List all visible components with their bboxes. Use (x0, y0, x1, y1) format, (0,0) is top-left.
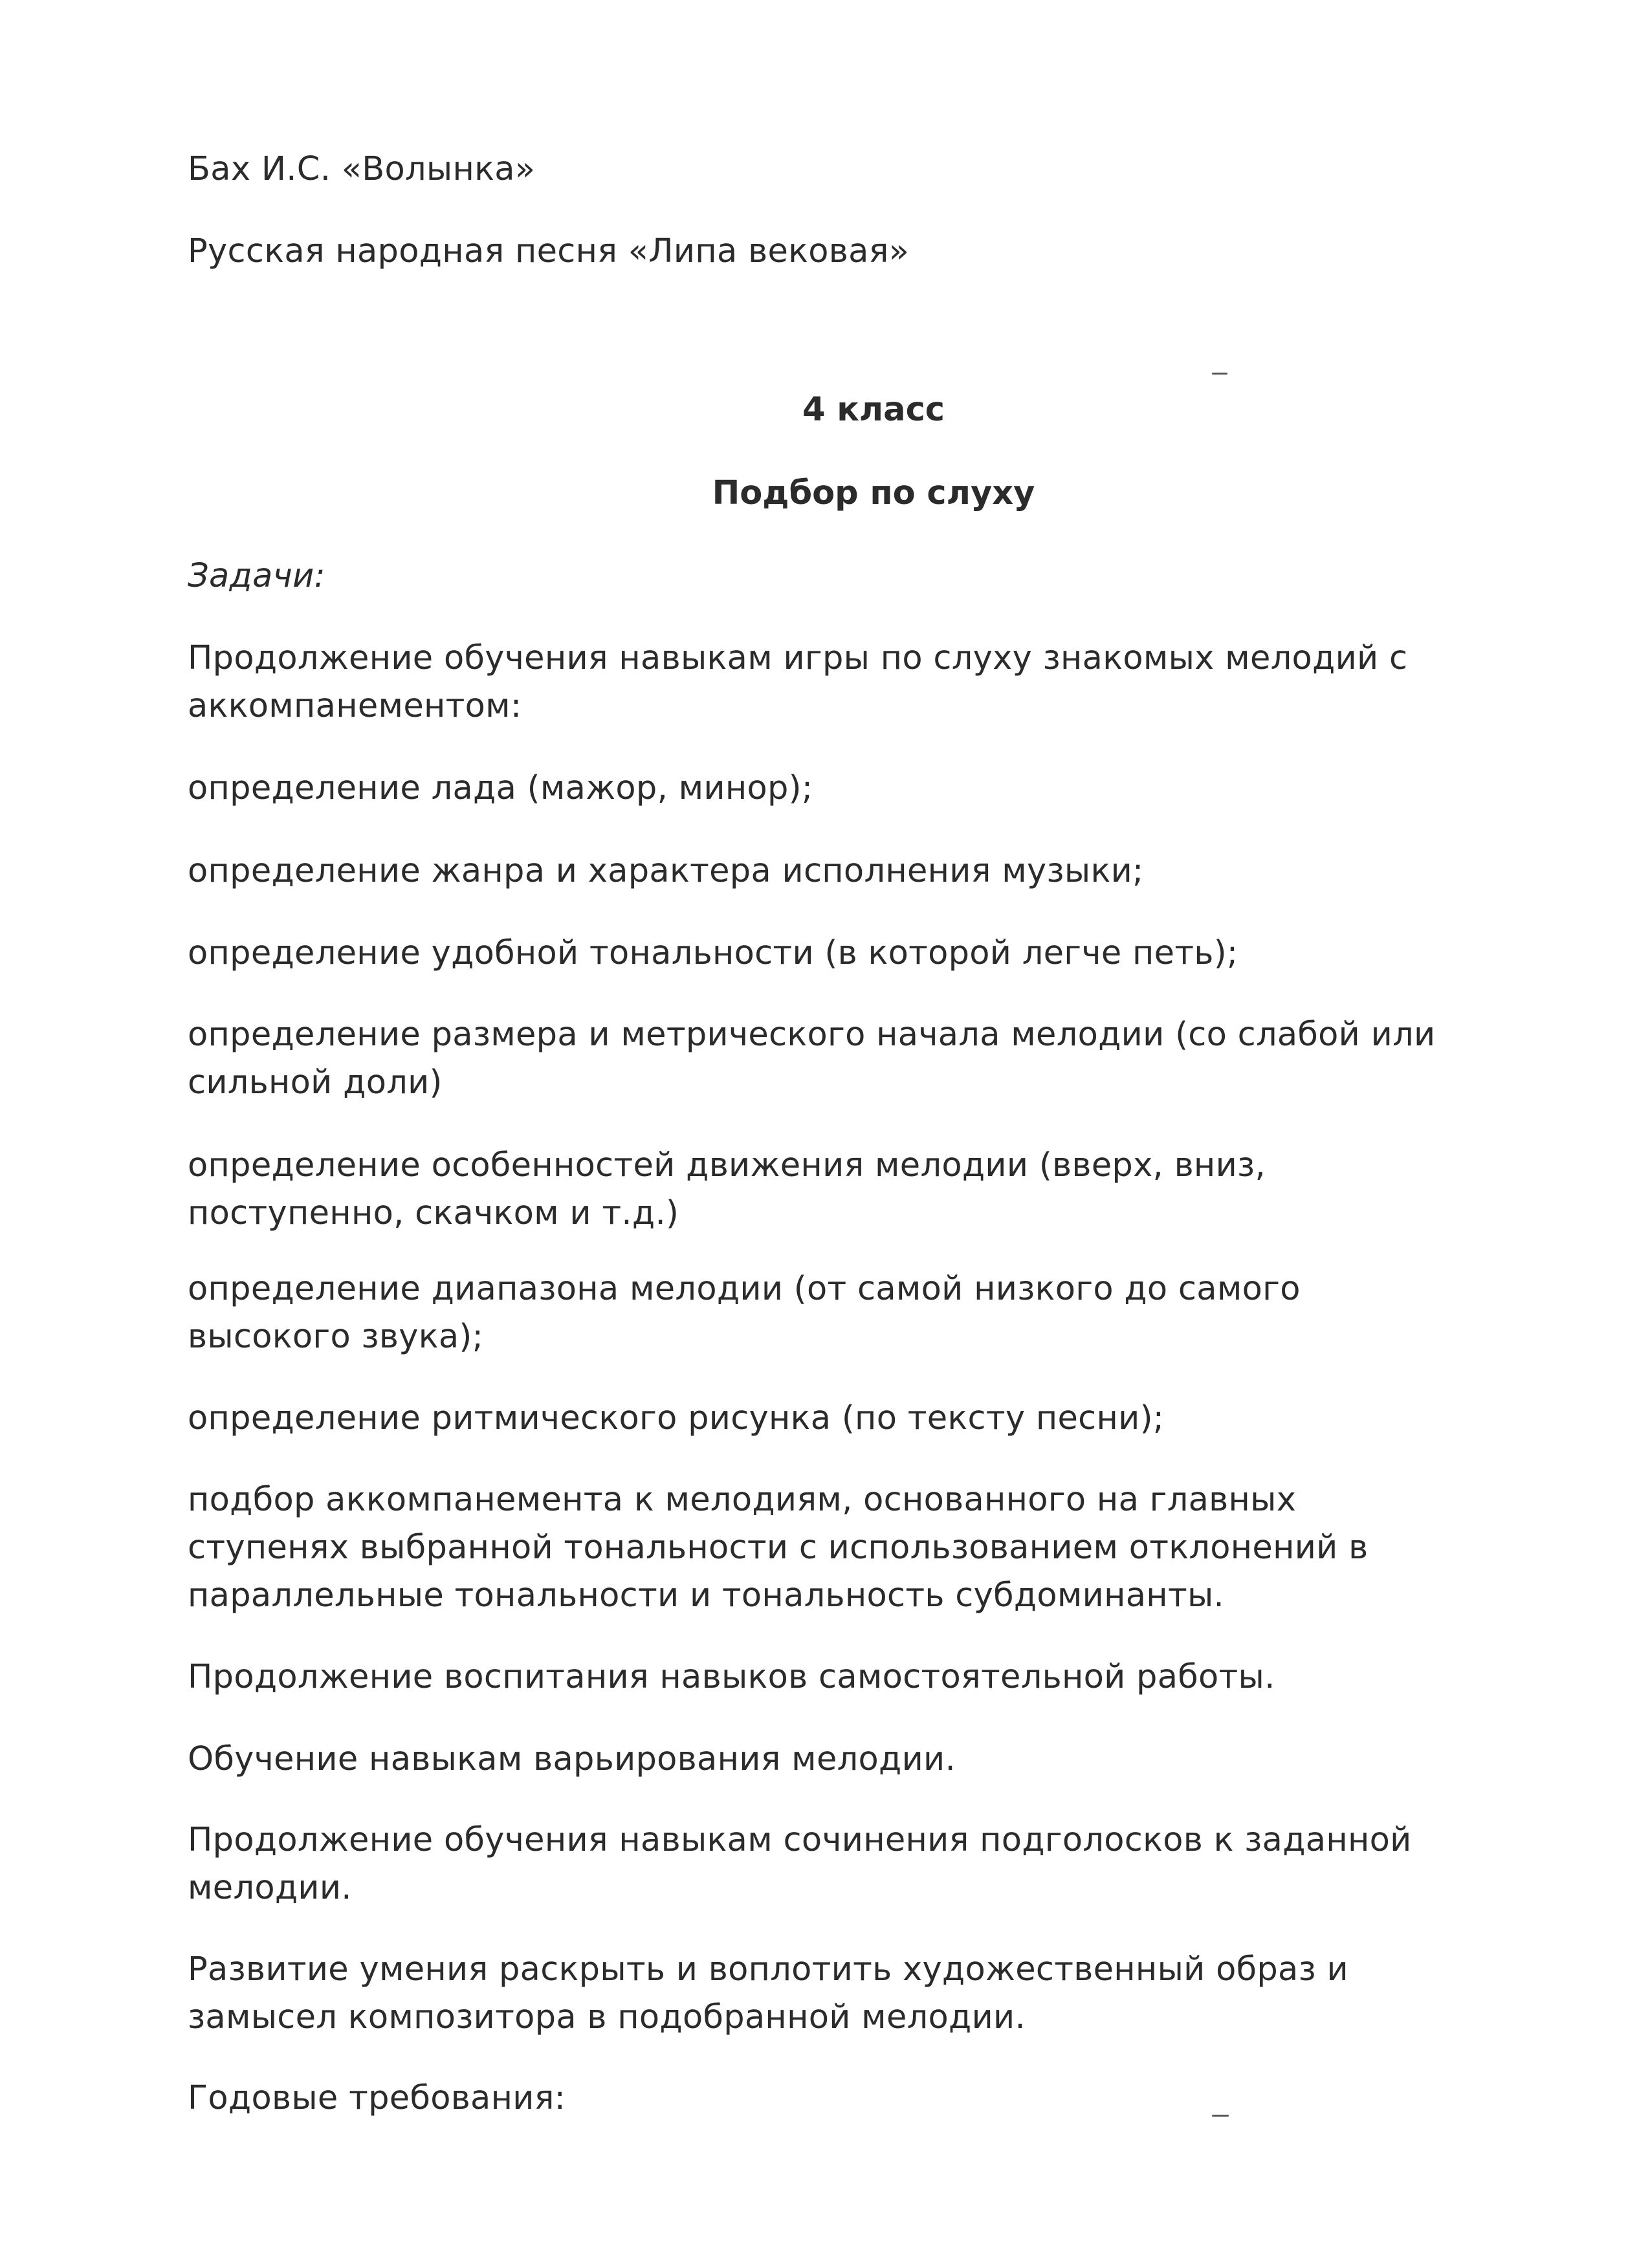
paragraph-7-line-1: определение диапазона мелодии (от самой низкого до самого (188, 1270, 1301, 1308)
scan-speck (1212, 373, 1227, 375)
paragraph-1-line-1: Продолжение обучения навыкам игры по слуху знакомых мелодий с (188, 639, 1408, 677)
paragraph-13-line-1: Развитие умения раскрыть и воплотить художественный образ и (188, 1950, 1348, 1989)
paragraph-8-line-1: определение ритмического рисунка (по тексту песни); (188, 1399, 1165, 1437)
paragraph-7-line-2: высокого звука); (188, 1318, 484, 1356)
paragraph-5-line-1: определение размера и метрического начала мелодии (со слабой или (188, 1016, 1436, 1054)
paragraph-10-line-1: Продолжение воспитания навыков самостоятельной работы. (188, 1658, 1275, 1696)
class-heading: 4 класс (802, 391, 945, 429)
scan-speck (1212, 2115, 1229, 2117)
paragraph-3-line-1: определение жанра и характера исполнения музыки; (188, 852, 1144, 890)
paragraph-13-line-2: замысел композитора в подобранной мелодии. (188, 1998, 1026, 2036)
paragraph-14-line-1: Годовые требования: (188, 2079, 566, 2117)
section-heading: Подбор по слуху (712, 474, 1035, 512)
tasks-label: Задачи: (188, 557, 326, 595)
paragraph-5-line-2: сильной доли) (188, 1063, 443, 1102)
paragraph-11-line-1: Обучение навыкам варьирования мелодии. (188, 1740, 956, 1778)
paragraph-6-line-1: определение особенностей движения мелодии (вверх, вниз, (188, 1146, 1266, 1184)
paragraph-9-line-2: ступенях выбранной тональности с использованием отклонений в (188, 1529, 1369, 1567)
repertoire-item-2: Русская народная песня «Липа вековая» (188, 232, 910, 270)
paragraph-9-line-1: подбор аккомпанемента к мелодиям, основанного на главных (188, 1481, 1297, 1519)
repertoire-item-1: Бах И.С. «Волынка» (188, 150, 536, 188)
paragraph-4-line-1: определение удобной тональности (в которой легче петь); (188, 934, 1238, 972)
paragraph-1-line-2: аккомпанементом: (188, 687, 522, 725)
paragraph-12-line-2: мелодии. (188, 1869, 352, 1907)
paragraph-9-line-3: параллельные тональности и тональность субдоминанты. (188, 1576, 1225, 1615)
paragraph-12-line-1: Продолжение обучения навыкам сочинения подголосков к заданной (188, 1821, 1412, 1859)
paragraph-6-line-2: поступенно, скачком и т.д.) (188, 1194, 679, 1232)
paragraph-2-line-1: определение лада (мажор, минор); (188, 769, 813, 807)
